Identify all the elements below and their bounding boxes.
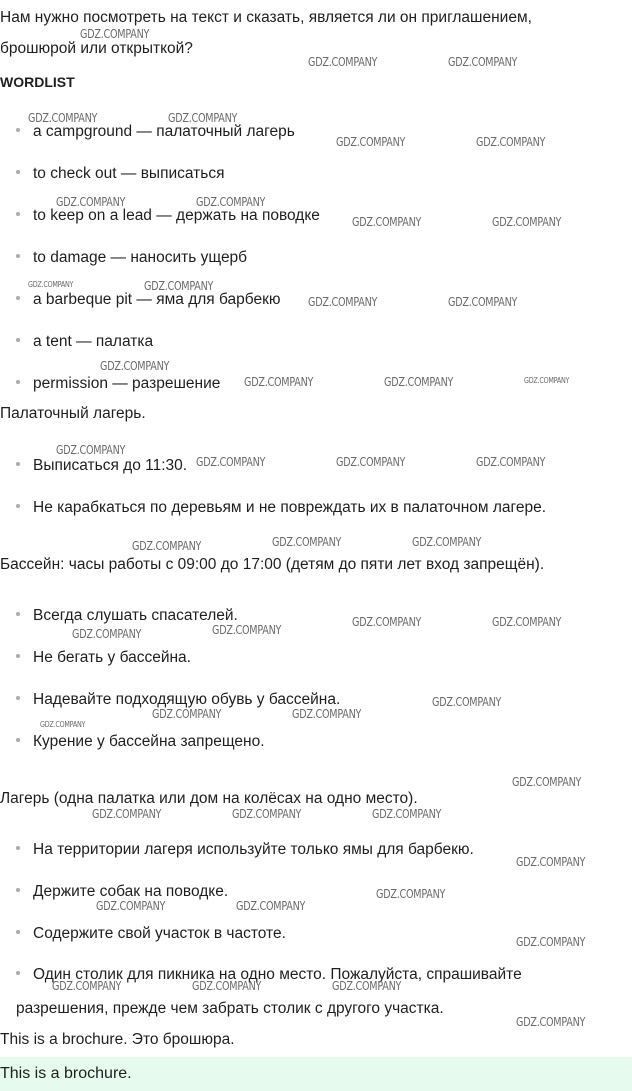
watermark: GDZ.COMPANY bbox=[232, 807, 302, 821]
bullet-dot bbox=[16, 212, 20, 216]
wordlist-item-text: to keep on a lead — держать на поводке bbox=[33, 207, 320, 224]
campground-title: Палаточный лагерь. bbox=[0, 405, 146, 422]
watermark: GDZ.COMPANY bbox=[308, 295, 378, 309]
watermark: GDZ.COMPANY bbox=[384, 375, 454, 389]
watermark: GDZ.COMPANY bbox=[448, 55, 518, 69]
watermark: GDZ.COMPANY bbox=[524, 376, 570, 385]
bullet-dot bbox=[16, 504, 20, 508]
wordlist-item-text: to damage — наносить ущерб bbox=[33, 249, 248, 266]
watermark: GDZ.COMPANY bbox=[332, 979, 402, 993]
wordlist-heading: WORDLIST bbox=[0, 74, 75, 90]
pool-rule bbox=[16, 648, 191, 668]
watermark: GDZ.COMPANY bbox=[336, 135, 406, 149]
watermark: GDZ.COMPANY bbox=[212, 623, 282, 637]
watermark: GDZ.COMPANY bbox=[196, 195, 266, 209]
watermark: GDZ.COMPANY bbox=[196, 455, 266, 469]
watermark: GDZ.COMPANY bbox=[92, 807, 162, 821]
bullet-dot bbox=[16, 888, 20, 892]
wordlist-item bbox=[16, 164, 224, 184]
answer-text: This is a brochure. bbox=[0, 1065, 132, 1082]
wordlist-item-text: permission — разрешение bbox=[33, 375, 221, 392]
watermark: GDZ.COMPANY bbox=[352, 215, 422, 229]
rule-text: Надевайте подходящую обувь у бассейна. bbox=[33, 691, 341, 708]
watermark: GDZ.COMPANY bbox=[28, 111, 98, 125]
wordlist-item-text: to check out — выписаться bbox=[33, 165, 225, 182]
wordlist-item bbox=[16, 290, 280, 310]
conclusion-text: This is a brochure. Это брошюра. bbox=[0, 1031, 235, 1048]
campground-rule bbox=[16, 498, 546, 518]
camp-rule bbox=[16, 840, 474, 860]
bullet-dot bbox=[16, 380, 20, 384]
rule-text: Держите собак на поводке. bbox=[33, 883, 229, 900]
wordlist-item bbox=[16, 206, 320, 226]
watermark: GDZ.COMPANY bbox=[516, 935, 586, 949]
bullet-dot bbox=[16, 930, 20, 934]
wordlist-item bbox=[16, 248, 247, 268]
rule-text: Содержите свой участок в частоте. bbox=[33, 925, 286, 942]
watermark: GDZ.COMPANY bbox=[292, 707, 362, 721]
pool-title: Бассейн: часы работы с 09:00 до 17:00 (детям до пяти лет вход запрещён). bbox=[0, 556, 545, 573]
watermark: GDZ.COMPANY bbox=[512, 775, 582, 789]
watermark: GDZ.COMPANY bbox=[244, 375, 314, 389]
watermark: GDZ.COMPANY bbox=[56, 443, 126, 457]
pool-rule bbox=[16, 732, 265, 752]
bullet-dot bbox=[16, 612, 20, 616]
watermark: GDZ.COMPANY bbox=[492, 215, 562, 229]
bullet-dot bbox=[16, 846, 20, 850]
watermark: GDZ.COMPANY bbox=[516, 1015, 586, 1029]
watermark: GDZ.COMPANY bbox=[100, 359, 170, 373]
bullet-dot bbox=[16, 696, 20, 700]
watermark: GDZ.COMPANY bbox=[72, 627, 142, 641]
bullet-dot bbox=[16, 296, 20, 300]
watermark: GDZ.COMPANY bbox=[56, 195, 126, 209]
watermark: GDZ.COMPANY bbox=[432, 695, 502, 709]
watermark: GDZ.COMPANY bbox=[236, 899, 306, 913]
bullet-dot bbox=[16, 170, 20, 174]
watermark: GDZ.COMPANY bbox=[28, 280, 74, 289]
watermark: GDZ.COMPANY bbox=[132, 539, 202, 553]
watermark: GDZ.COMPANY bbox=[52, 979, 122, 993]
watermark: GDZ.COMPANY bbox=[168, 111, 238, 125]
watermark: GDZ.COMPANY bbox=[192, 979, 262, 993]
pool-rule bbox=[16, 606, 238, 626]
watermark: GDZ.COMPANY bbox=[96, 899, 166, 913]
rule-text: Всегда слушать спасателей. bbox=[33, 607, 238, 624]
rule-text: Не бегать у бассейна. bbox=[33, 649, 191, 666]
watermark: GDZ.COMPANY bbox=[448, 295, 518, 309]
campground-rule bbox=[16, 456, 187, 476]
wordlist-item-text: a campground — палаточный лагерь bbox=[33, 123, 295, 140]
watermark: GDZ.COMPANY bbox=[336, 455, 406, 469]
question-text: Нам нужно посмотреть на текст и сказать, является ли он приглашением, брошюрой или открыткой? bbox=[0, 9, 532, 57]
rule-text: На территории лагеря используйте только ямы для барбекю. bbox=[33, 841, 474, 858]
rule-text: Не карабкаться по деревьям и не повреждать их в палаточном лагере. bbox=[33, 499, 546, 516]
wordlist-item-text: a tent — палатка bbox=[33, 333, 154, 350]
bullet-dot bbox=[16, 254, 20, 258]
bullet-dot bbox=[16, 654, 20, 658]
watermark: GDZ.COMPANY bbox=[272, 535, 342, 549]
camp-rule bbox=[16, 924, 286, 944]
watermark: GDZ.COMPANY bbox=[152, 707, 222, 721]
rule-text: Один столик для пикника на одно место. Пожалуйста, спрашивайте разрешения, прежде чем забрать столик с другого участка. bbox=[16, 966, 522, 1017]
watermark: GDZ.COMPANY bbox=[412, 535, 482, 549]
bullet-dot bbox=[16, 338, 20, 342]
wordlist-item-text: a barbeque pit — яма для барбекю bbox=[33, 291, 281, 308]
watermark: GDZ.COMPANY bbox=[352, 615, 422, 629]
bullet-dot bbox=[16, 971, 20, 975]
watermark: GDZ.COMPANY bbox=[144, 279, 214, 293]
watermark: GDZ.COMPANY bbox=[476, 135, 546, 149]
bullet-dot bbox=[16, 738, 20, 742]
watermark: GDZ.COMPANY bbox=[492, 615, 562, 629]
wordlist-item bbox=[16, 122, 295, 142]
rule-text: Выписаться до 11:30. bbox=[33, 457, 188, 474]
watermark: GDZ.COMPANY bbox=[372, 807, 442, 821]
bullet-dot bbox=[16, 462, 20, 466]
rule-text: Курение у бассейна запрещено. bbox=[33, 733, 265, 750]
watermark: GDZ.COMPANY bbox=[476, 455, 546, 469]
watermark: GDZ.COMPANY bbox=[80, 27, 150, 41]
wordlist-item bbox=[16, 374, 220, 394]
bullet-dot bbox=[16, 128, 20, 132]
watermark: GDZ.COMPANY bbox=[308, 55, 378, 69]
camp-title: Лагерь (одна палатка или дом на колёсах на одно место). bbox=[0, 790, 418, 807]
wordlist-item bbox=[16, 332, 153, 352]
watermark: GDZ.COMPANY bbox=[376, 887, 446, 901]
answer-box bbox=[0, 1057, 632, 1091]
watermark: GDZ.COMPANY bbox=[516, 855, 586, 869]
watermark: GDZ.COMPANY bbox=[40, 720, 86, 729]
